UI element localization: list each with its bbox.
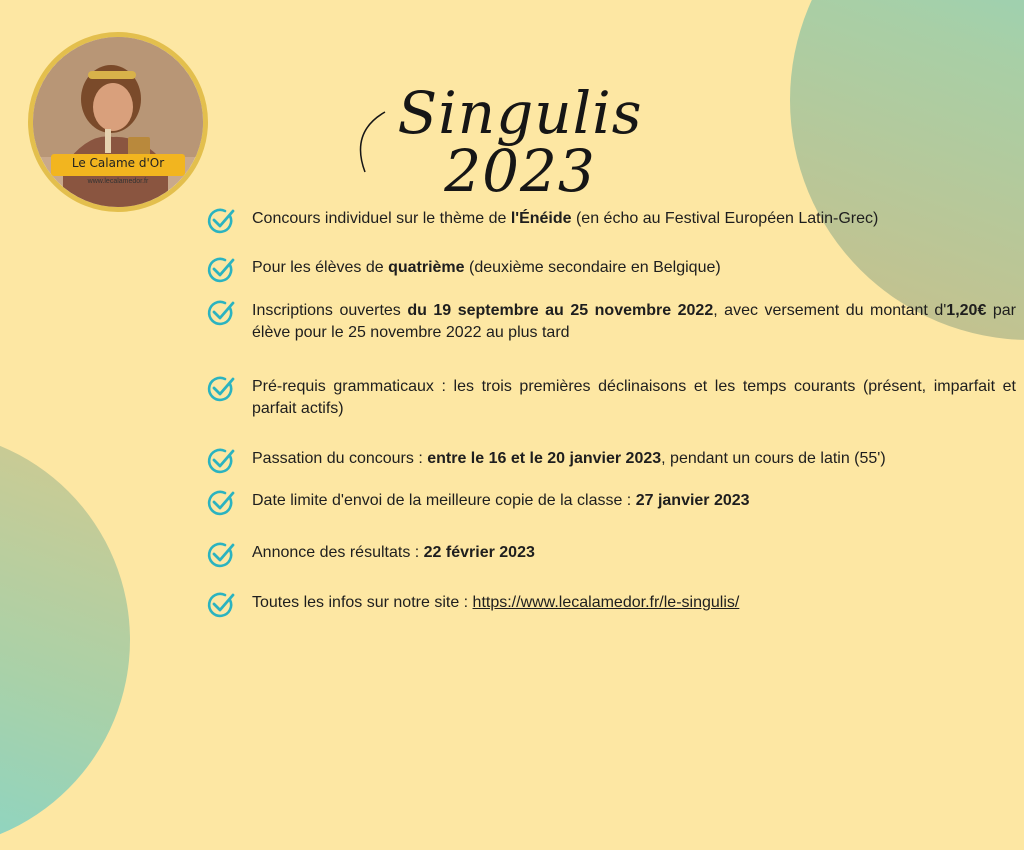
item-text-part: Annonce des résultats : xyxy=(252,544,424,561)
item-text-part: Inscriptions ouvertes xyxy=(252,302,408,319)
check-icon xyxy=(206,590,236,620)
highlight-text: l'Énéide xyxy=(510,210,572,227)
item-text-part: (deuxième secondaire en Belgique) xyxy=(464,259,721,276)
title-text: Singulis 2023 xyxy=(397,79,643,205)
item-text-part: Concours individuel sur le thème de xyxy=(252,210,511,227)
list-item-text xyxy=(252,300,1016,344)
highlight-text: 27 janvier 2023 xyxy=(635,492,750,509)
item-text-part: (en écho au Festival Européen Latin-Grec) xyxy=(571,210,879,227)
item-text-part: Passation du concours : xyxy=(252,450,428,467)
highlight-text: quatrième xyxy=(388,259,465,276)
item-text-part: , pendant un cours de latin (55') xyxy=(661,450,886,467)
list-item-text xyxy=(252,542,1016,564)
list-item-text xyxy=(252,376,1016,420)
item-text-part: Toutes les infos sur notre site : xyxy=(252,594,473,611)
item-text-part: Pré-requis grammaticaux : les trois premières déclinaisons et les temps courants (présent, imparfait et parfait actifs) xyxy=(252,378,1016,417)
decorative-circle-top-right xyxy=(790,0,1024,340)
check-icon xyxy=(206,446,236,476)
logo-name: Le Calame d'Or xyxy=(71,156,165,170)
highlight-text: 22 février 2023 xyxy=(423,544,535,561)
logo-url: www.lecalamedor.fr xyxy=(87,178,149,185)
list-item-text xyxy=(252,490,1016,512)
list-item-text xyxy=(252,257,1016,279)
list-item-text xyxy=(252,208,1016,230)
logo xyxy=(28,32,208,212)
check-icon xyxy=(206,255,236,285)
check-icon xyxy=(206,488,236,518)
list-item-text xyxy=(252,592,1016,614)
item-text-part: Pour les élèves de xyxy=(252,259,389,276)
page-title xyxy=(340,72,700,205)
site-link[interactable]: https://www.lecalamedor.fr/le-singulis/ xyxy=(472,594,740,611)
check-icon xyxy=(206,298,236,328)
highlight-text: 1,20€ xyxy=(946,302,987,319)
decorative-circle-bottom-left xyxy=(0,430,130,850)
item-text-part: par élève pour le 25 novembre 2022 au plus tard xyxy=(252,302,1016,341)
list-item-text xyxy=(252,448,1016,470)
check-icon xyxy=(206,374,236,404)
highlight-text: du 19 septembre au 25 novembre 2022 xyxy=(407,302,714,319)
check-icon xyxy=(206,206,236,236)
check-icon xyxy=(206,540,236,570)
item-text-part: , avec versement du montant d' xyxy=(713,302,947,319)
item-text-part: Date limite d'envoi de la meilleure copie de la classe : xyxy=(252,492,636,509)
highlight-text: entre le 16 et le 20 janvier 2023 xyxy=(427,450,662,467)
